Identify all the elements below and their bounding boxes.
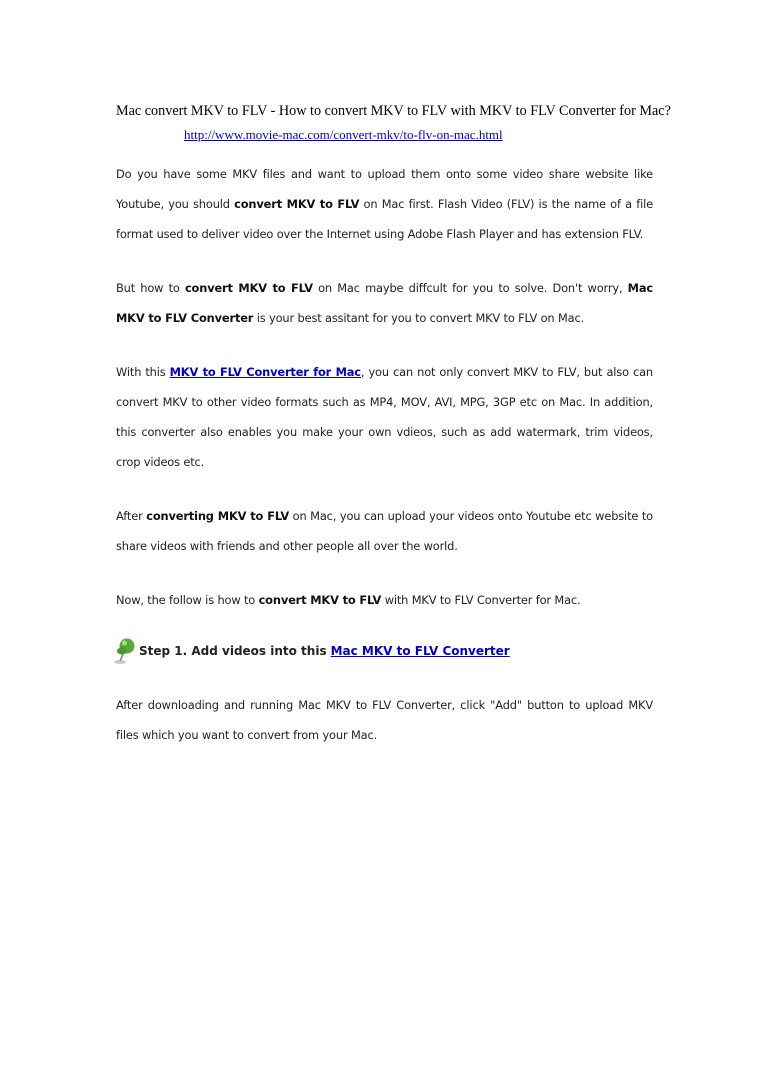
paragraph-after (116, 501, 653, 561)
text: on Mac first. Flash Video (FLV) is the name of a file format used to deliver video over the Internet using Adobe Flash Player and has extension FLV. (116, 197, 653, 241)
mac-converter-link[interactable]: Mac MKV to FLV Converter (330, 644, 510, 658)
text: is your best assitant for you to convert MKV to FLV on Mac. (253, 311, 585, 325)
source-url-link[interactable]: http://www.movie-mac.com/convert-mkv/to-flv-on-mac.html (184, 127, 503, 142)
text: Do you have some MKV files and want to upload them onto some video share website like Youtube, you should (116, 167, 653, 211)
paragraph-how (116, 273, 653, 333)
document-body (116, 101, 671, 750)
text: After downloading and running Mac MKV to FLV Converter, click "Add" button to upload MKV files which you want to convert from your Mac. (116, 698, 653, 742)
paragraph-follow (116, 585, 653, 615)
text: with MKV to FLV Converter for Mac. (381, 593, 581, 607)
converter-link[interactable]: MKV to FLV Converter for Mac (169, 365, 361, 379)
bold-phrase: converting MKV to FLV (146, 509, 290, 523)
paragraph-intro (116, 159, 653, 249)
step-1-label: Step 1. Add videos into this (139, 644, 327, 658)
text: But how to (116, 281, 185, 295)
bold-phrase: convert MKV to FLV (234, 197, 360, 211)
step-1-heading (116, 636, 653, 666)
bold-phrase: convert MKV to FLV (184, 281, 313, 295)
text: on Mac, you can upload your videos onto Youtube etc website to share videos with friends and other people all over the world. (116, 509, 654, 553)
bold-phrase: convert MKV to FLV (258, 593, 382, 607)
paragraph-features (116, 357, 653, 477)
text: on Mac maybe diffcult for you to solve. Don't worry, (312, 281, 628, 295)
text: After (116, 509, 147, 523)
text: , you can not only convert MKV to FLV, but also can convert MKV to other video formats such as MP4, MOV, AVI, MPG, 3GP etc on Mac. In addition, this converter also enables you make your own vdieos, such as add watermark, trim videos, crop videos etc. (116, 365, 654, 469)
text: With this (116, 365, 170, 379)
text: Now, the follow is how to (116, 593, 259, 607)
pushpin-icon (113, 637, 137, 665)
bold-phrase: Mac MKV to FLV Converter (116, 281, 653, 325)
document-title: Mac convert MKV to FLV - How to convert MKV to FLV with MKV to FLV Converter for Mac? (116, 103, 671, 119)
paragraph-step-1 (116, 690, 653, 750)
